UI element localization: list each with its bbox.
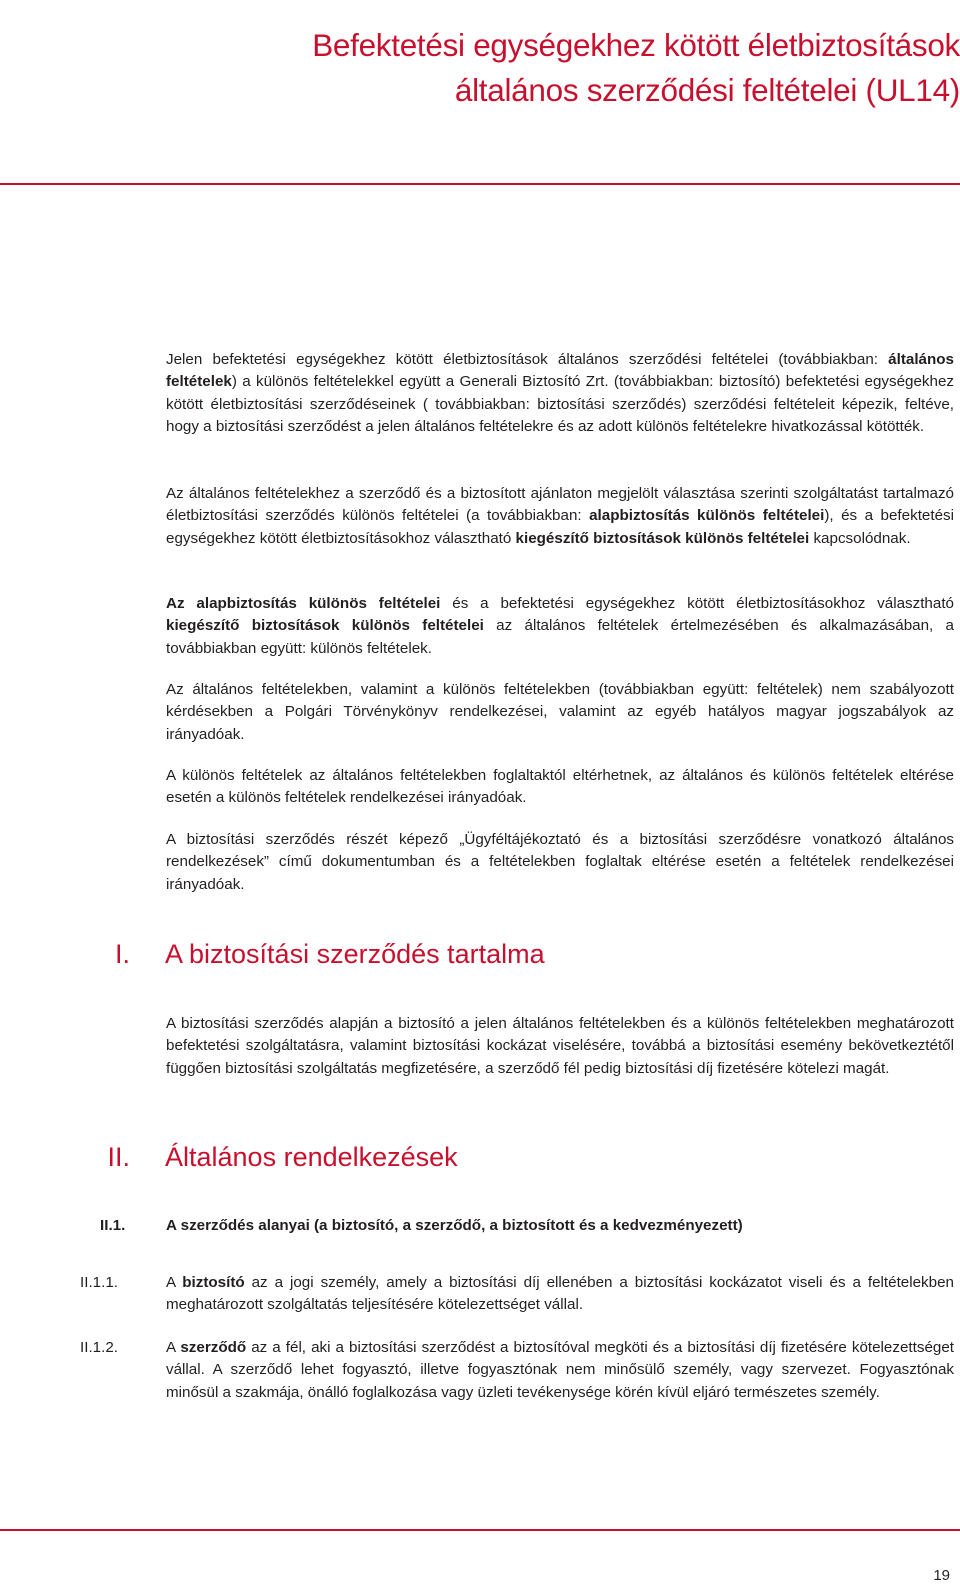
intro-paragraph-4: Az általános feltételekben, valamint a különös feltételekben (továbbiakban együtt: feltételek) nem szabályozott kérdésekben a Polgári Törvénykönyv rendelkezései, valamint az egyéb hatályos magyar jogszabályok az irányadóak. (166, 681, 954, 743)
section-1-title: A biztosítási szerződés tartalma (165, 939, 545, 969)
item-2-number: II.1.2. (80, 1339, 118, 1356)
intro-paragraph-6: A biztosítási szerződés részét képező „Ügyféltájékoztató és a biztosítási szerződésre vonatkozó általános rendelkezések” című dokumentumban és a feltételekben foglaltak eltérése esetén a feltételek rendelkezései irányadóak. (166, 831, 954, 893)
intro-paragraph-3: Az alapbiztosítás különös feltételei és a befektetési egységekhez kötött életbiztosításokhoz választható kiegészítő biztosítások különös feltételei az általános feltételek értelmezésében és alkalmazásában, a továbbiakban együtt: különös feltételek. (166, 595, 954, 657)
section-2-title: Általános rendelkezések (165, 1142, 458, 1172)
document-title (20, 23, 960, 113)
intro-paragraph-5: A különös feltételek az általános feltételekben foglaltaktól eltérhetnek, az általános és különös feltételek eltérése esetén a különös feltételek rendelkezései irányadóak. (166, 767, 954, 807)
title-line-1: Befektetési egységekhez kötött életbiztosítások (312, 27, 960, 63)
title-divider (0, 183, 960, 185)
section-1-body: A biztosítási szerződés alapján a biztosító a jelen általános feltételekben és a különös feltételekben meghatározott befektetési szolgáltatásra, valamint biztosítási kockázat viselésére, továbbá a biztosítási esemény bekövetkeztétől függően biztosítási szolgáltatás megfizetésére, a szerződő fél pedig biztosítási díj fizetésére kötelezi magát. (166, 1015, 954, 1077)
subsection-number: II.1. (100, 1217, 126, 1234)
page-number: 19 (933, 1567, 950, 1584)
item-1-text: A biztosító az a jogi személy, amely a biztosítási díj ellenében a biztosítási kockázatot viseli és a feltételekben meghatározott szolgáltatás teljesítésére kötelezettséget vállal. (166, 1274, 954, 1314)
section-2-number: II. (107, 1142, 130, 1172)
item-2-text: A szerződő az a fél, aki a biztosítási szerződést a biztosítóval megköti és a biztosítási díj fizetésére kötelezettséget vállal. A szerződő lehet fogyasztó, illetve fogyasztónak nem minősülő személy, vagy szervezet. Fogyasztónak minősül a szakmája, önálló foglalkozása vagy üzleti tevékenysége körén kívül eljáró természetes személy. (166, 1339, 955, 1401)
intro-paragraph-1: Jelen befektetési egységekhez kötött életbiztosítások általános szerződési feltételei (továbbiakban: általános feltételek) a különös feltételekkel együtt a Generali Biztosító Zrt. (továbbiakban: biztosító) befektetési egységekhez kötött életbiztosítási szerződéseinek ( továbbiakban: biztosítási szerződés) szerződési feltételeit képezik, feltéve, hogy a biztosítási szerződést a jelen általános feltételekre és az adott különös feltételekre hivatkozással kötötték. (166, 351, 954, 436)
intro-paragraph-2: Az általános feltételekhez a szerződő és a biztosított ajánlaton megjelölt választása szerinti szolgáltatást tartalmazó életbiztosítási szerződés különös feltételei (a továbbiakban: alapbiztosítás különös feltételei), és a befektetési egységekhez kötött életbiztosításokhoz választható kiegészítő biztosítások különös feltételei kapcsolódnak. (166, 485, 954, 547)
section-1-number: I. (114, 939, 130, 969)
title-line-2: általános szerződési feltételei (UL14) (454, 72, 960, 108)
subsection-title: A szerződés alanyai (a biztosító, a szerződő, a biztosított és a kedvezményezett) (166, 1217, 743, 1234)
footer-divider (0, 1529, 960, 1531)
item-1-number: II.1.1. (80, 1274, 118, 1291)
